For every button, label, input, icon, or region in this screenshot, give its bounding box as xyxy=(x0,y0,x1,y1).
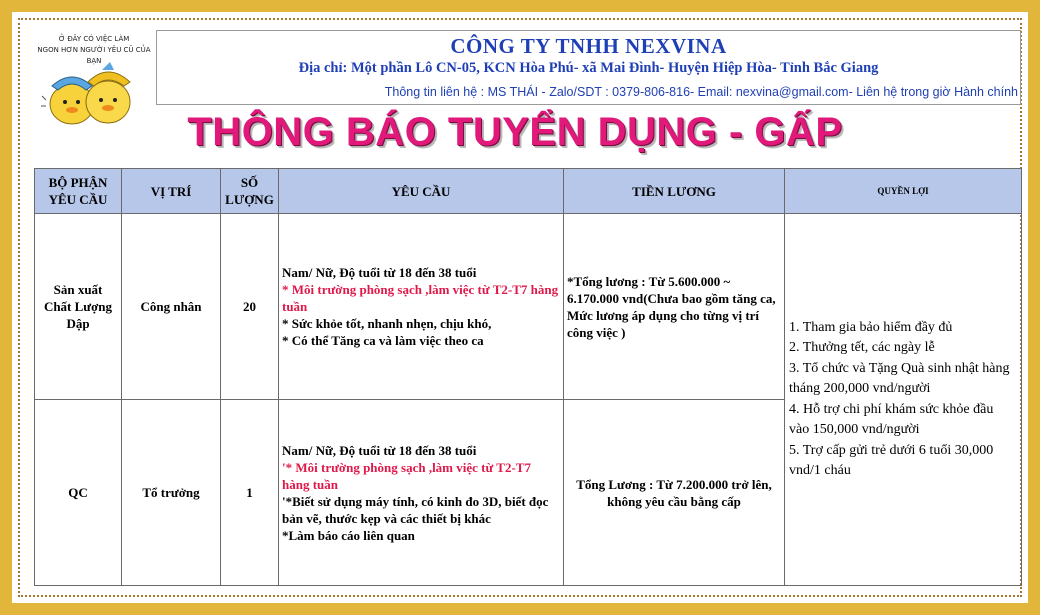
benefit-item-5: 5. Trợ cấp gửi trẻ dưới 6 tuổi 30,000 vnd/1 cháu xyxy=(789,442,994,478)
company-logo xyxy=(32,34,156,130)
header-department xyxy=(35,169,122,214)
row2-quantity: 1 xyxy=(221,400,279,586)
header-department-line1: BỘ PHẬN xyxy=(48,175,108,190)
row2-salary: Tổng Lương : Từ 7.200.000 trở lên, không yêu cầu bằng cấp xyxy=(564,400,785,586)
benefit-item-3: 3. Tổ chức và Tặng Quà sinh nhật hàng tháng 200,000 vnd/người xyxy=(789,360,1010,396)
row1-department xyxy=(35,214,122,400)
header-quantity-line1: SỐ xyxy=(240,175,259,190)
row2-department: QC xyxy=(35,400,122,586)
row2-req-line3: '*Biết sử dụng máy tính, có kinh đo 3D, biết đọc bản vẽ, thước kẹp và các thiết bị khác xyxy=(282,493,549,526)
row2-req-line4: *Làm báo cáo liên quan xyxy=(282,527,415,543)
row1-department-line3: Dập xyxy=(66,316,90,331)
row1-req-line3: * Sức khỏe tốt, nhanh nhẹn, chịu khó, xyxy=(282,316,492,331)
row2-req-line1: Nam/ Nữ, Độ tuổi từ 18 đến 38 tuổi xyxy=(282,442,477,458)
row1-req-line1: Nam/ Nữ, Độ tuổi từ 18 đến 38 tuổi xyxy=(282,265,477,280)
logo-slogan-line2: NGON HƠN NGƯỜI YÊU CŨ CỦA BẠN xyxy=(37,46,151,65)
header-requirements: YÊU CẦU xyxy=(279,169,564,214)
header-quantity xyxy=(221,169,279,214)
header-position: VỊ TRÍ xyxy=(122,169,221,214)
row2-req-line2: '* Môi trường phòng sạch ,làm việc từ T2-T7 hàng tuần xyxy=(282,459,531,492)
header-department-line2: YÊU CẦU xyxy=(48,192,108,207)
header-benefits: QUYỀN LỢI xyxy=(785,169,1022,214)
row1-requirements xyxy=(279,214,564,400)
row1-salary: *Tổng lương : Từ 5.600.000 ~ 6.170.000 vnd(Chưa bao gồm tăng ca, Mức lương áp dụng cho từng vị trí công việc ) xyxy=(564,214,785,400)
row1-department-line2: Chất Lượng xyxy=(43,299,113,314)
jobs-table xyxy=(34,168,1022,586)
ducks-icon xyxy=(40,56,140,128)
table-header-row xyxy=(35,169,1022,214)
company-contact: Thông tin liên hệ : MS THÁI - Zalo/SDT : 0379-806-816- Email: nexvina@gmail.com- Liên hệ trong giờ Hành chính xyxy=(384,85,1018,99)
benefit-item-2: 2. Thưởng tết, các ngày lễ xyxy=(789,340,935,355)
row1-quantity: 20 xyxy=(221,214,279,400)
table-row xyxy=(35,214,1022,400)
logo-slogan-line1: Ở ĐÂY CÓ VIỆC LÀM xyxy=(58,35,130,43)
row1-position: Công nhân xyxy=(122,214,221,400)
row2-requirements xyxy=(279,400,564,586)
benefit-item-1: 1. Tham gia bảo hiểm đầy đủ xyxy=(789,319,953,335)
header-quantity-line2: LƯỢNG xyxy=(225,192,274,207)
company-header xyxy=(156,30,1021,105)
header-salary: TIỀN LƯƠNG xyxy=(564,169,785,214)
row2-position: Tổ trưởng xyxy=(122,400,221,586)
row1-req-line4: * Có thể Tăng ca và làm việc theo ca xyxy=(282,333,484,348)
company-name: CÔNG TY TNHH NEXVINA xyxy=(450,34,727,58)
company-address: Địa chỉ: Một phần Lô CN-05, KCN Hòa Phú- xã Mai Đình- Huyện Hiệp Hòa- Tỉnh Bắc Giang xyxy=(298,60,879,76)
row1-req-line2: * Môi trường phòng sạch ,làm việc từ T2-T7 hàng tuần xyxy=(282,282,559,314)
page-title: THÔNG BÁO TUYỂN DỤNG - GẤP xyxy=(187,110,843,154)
row1-department-line1: Sản xuất xyxy=(53,282,103,297)
benefits-cell xyxy=(785,214,1022,586)
benefit-item-4: 4. Hỗ trợ chi phí khám sức khỏe đầu vào 150,000 vnd/người xyxy=(789,401,994,437)
